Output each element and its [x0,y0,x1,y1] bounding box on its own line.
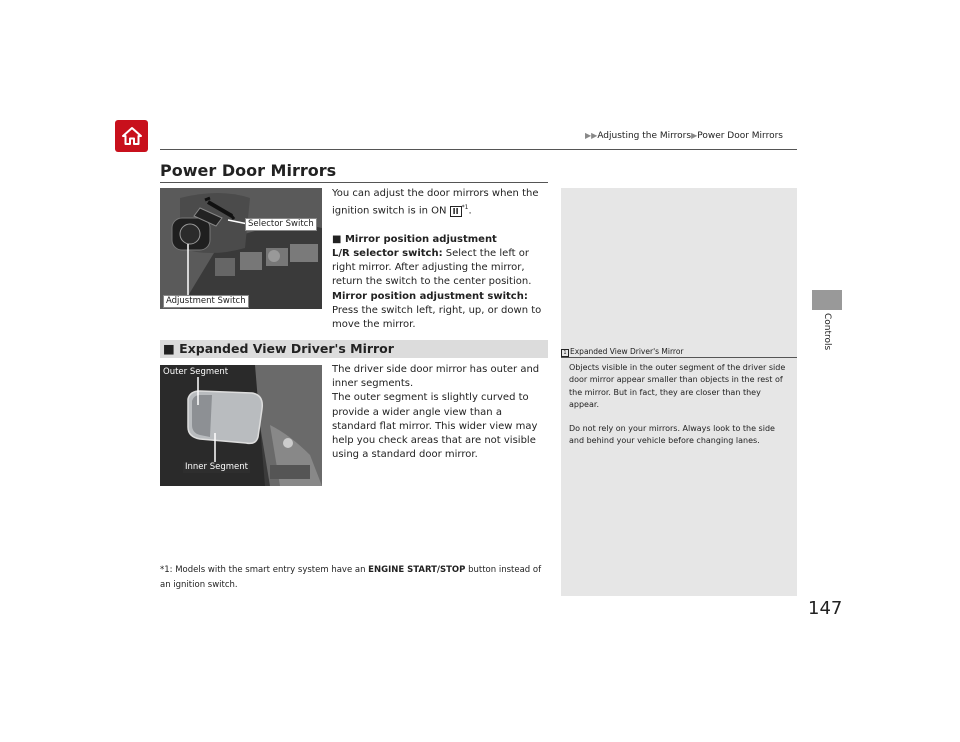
note-rule [561,357,797,358]
chapter-tab[interactable] [812,290,842,310]
footnote-bold: ENGINE START/STOP [368,565,466,575]
expanded-view-heading: ■ Expanded View Driver's Mirror [163,341,394,356]
home-button[interactable] [115,120,148,152]
footnote [160,563,548,592]
breadcrumb-link-mirrors[interactable]: Adjusting the Mirrors [597,131,692,141]
breadcrumb-arrow-icon: ▶ [691,131,698,140]
footnote-suffix: button instead of an ignition switch. [160,565,542,590]
lr-selector-label: L/R selector switch: [332,247,443,259]
header-rule [160,149,797,150]
lr-selector-paragraph [332,247,547,290]
note-marker-icon: 1 [561,349,569,357]
callout-selector-switch: Selector Switch [245,218,317,231]
lr-selector-text: Select the left or right mirror. After adjusting the mirror, return the switch to the center position. [332,247,532,288]
page-title: Power Door Mirrors [160,161,337,180]
mirror-adjustment-heading-text: Mirror position adjustment [344,233,497,245]
expanded-view-para1: The driver side door mirror has outer and inner segments. [332,364,540,390]
breadcrumb-current: Power Door Mirrors [697,131,783,141]
home-icon [121,126,143,146]
mirror-adjustment-heading: ■ Mirror position adjustment [332,233,497,245]
footnote-ref[interactable]: *1 [461,204,469,212]
footnote-prefix: *1: Models with the smart entry system have an [160,565,369,575]
intro-block [332,187,547,332]
expanded-view-section-header [160,340,548,358]
breadcrumb [585,131,783,141]
position-switch-paragraph [332,290,547,333]
intro-text: You can adjust the door mirrors when the ignition switch is in ON [332,188,539,217]
expanded-view-para2: The outer segment is slightly curved to provide a wider angle view than a standard flat mirror. This wider view may help you check areas that are not visible using a standard door mirror. [332,392,538,461]
note-paragraph-1: Objects visible in the outer segment of the driver side door mirror appear smaller than objects in the rest of the mirror. But in fact, they are closer than they appear. [569,363,786,409]
callout-inner-segment: Inner Segment [185,462,248,472]
intro-paragraph [332,187,547,219]
breadcrumb-arrow-icon: ▶▶ [585,131,598,140]
title-rule [160,182,548,183]
page-number: 147 [808,598,843,619]
callout-outer-segment: Outer Segment [163,367,229,377]
position-switch-label: Mirror position adjustment switch: [332,290,528,302]
intro-end: . [468,205,472,217]
note-heading [561,347,684,357]
note-body [569,362,791,460]
note-paragraph-2: Do not rely on your mirrors. Always look to the side and behind your vehicle before changing lanes. [569,424,775,446]
chapter-tab-label: Controls [822,313,832,351]
position-switch-text: Press the switch left, right, up, or down to move the mirror. [332,304,542,330]
note-heading-text: Expanded View Driver's Mirror [570,347,684,356]
callout-adjustment-switch: Adjustment Switch [163,295,249,308]
mirror-switch-photo [160,188,322,309]
expanded-view-text [332,363,547,462]
expanded-view-heading-text: Expanded View Driver's Mirror [179,341,394,356]
ignition-key-icon: II [450,206,462,217]
